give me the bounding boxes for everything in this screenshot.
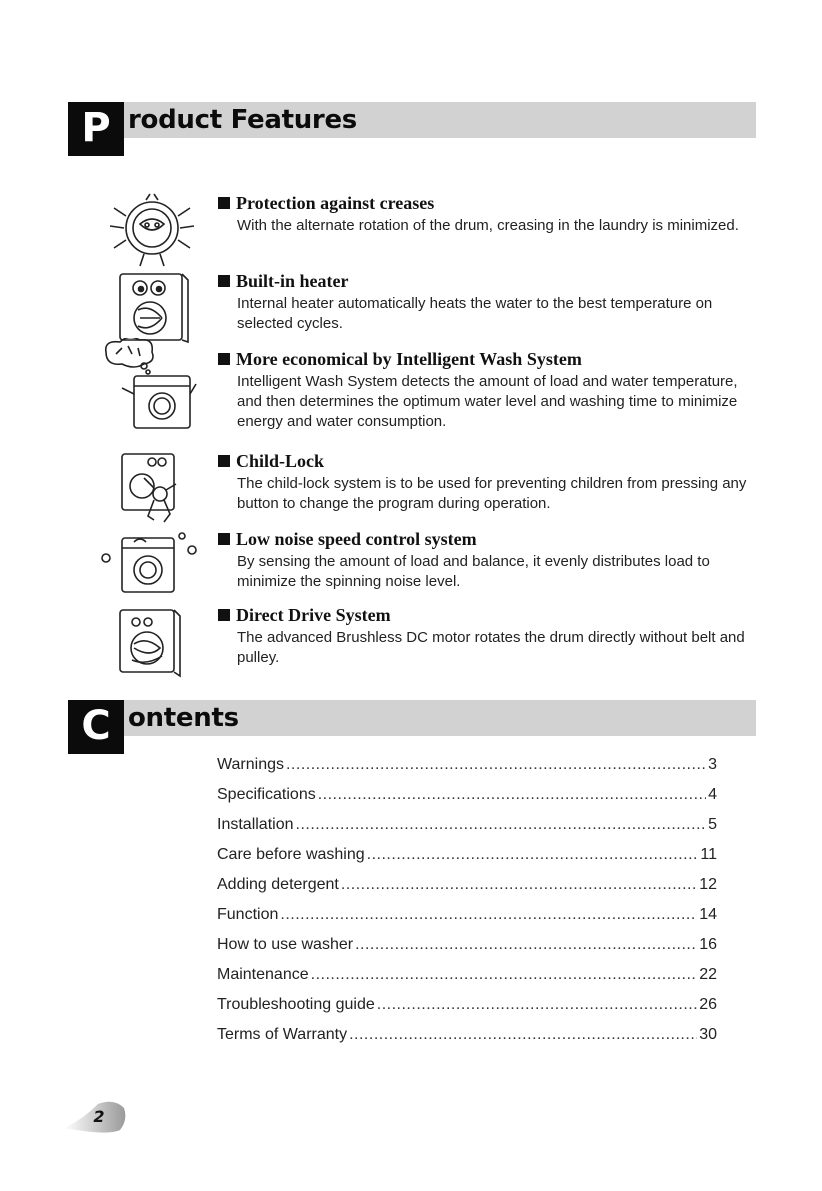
toc-entry-function[interactable]: Function ..... 14 xyxy=(217,906,717,936)
feature-title: Built-in heater xyxy=(218,270,349,292)
header-title: roduct Features xyxy=(128,105,357,135)
table-of-contents xyxy=(217,756,717,1056)
header-initial: P xyxy=(68,102,124,156)
intelligent-wash-washer-icon xyxy=(96,338,200,434)
header-initial: C xyxy=(68,700,124,754)
feature-description: The child-lock system is to be used for preventing children from pressing any button to change the program during operation. xyxy=(237,475,747,512)
contents-header xyxy=(68,700,756,754)
toc-entry-adding-detergent[interactable]: Adding detergent ..... 12 xyxy=(217,876,717,906)
feature-title: Low noise speed control system xyxy=(218,528,477,550)
toc-entry-how-to-use-washer[interactable]: How to use washer ..... 16 xyxy=(217,936,717,966)
low-noise-washer-icon xyxy=(96,528,200,598)
toc-entry-terms-of-warranty[interactable]: Terms of Warranty ..... 30 xyxy=(217,1026,717,1056)
header-title: ontents xyxy=(128,703,239,733)
page-number: 2 xyxy=(93,1107,105,1126)
child-lock-washer-icon xyxy=(104,450,200,534)
toc-entry-specifications[interactable]: Specifications ..... 4 xyxy=(217,786,717,816)
feature-title: Child-Lock xyxy=(218,450,324,472)
crease-protection-drum-icon xyxy=(104,192,200,272)
feature-title: Protection against creases xyxy=(218,192,434,214)
feature-description: With the alternate rotation of the drum, creasing in the laundry is minimized. xyxy=(237,217,739,234)
feature-title: More economical by Intelligent Wash System xyxy=(218,348,582,370)
direct-drive-washer-icon xyxy=(104,604,200,680)
product-features-header xyxy=(68,102,756,156)
feature-description: Internal heater automatically heats the water to the best temperature on selected cycles. xyxy=(237,295,713,332)
toc-entry-installation[interactable]: Installation ..... 5 xyxy=(217,816,717,846)
feature-description: By sensing the amount of load and balance, it evenly distributes load to minimize the spinning noise level. xyxy=(237,553,710,590)
feature-description: The advanced Brushless DC motor rotates the drum directly without belt and pulley. xyxy=(237,629,745,666)
toc-entry-troubleshooting-guide[interactable]: Troubleshooting guide ..... 26 xyxy=(217,996,717,1026)
toc-entry-care-before-washing[interactable]: Care before washing ..... 11 xyxy=(217,846,717,876)
toc-entry-maintenance[interactable]: Maintenance ..... 22 xyxy=(217,966,717,996)
toc-entry-warnings[interactable]: Warnings ..... 3 xyxy=(217,756,717,786)
feature-title: Direct Drive System xyxy=(218,604,391,626)
feature-description: Intelligent Wash System detects the amount of load and water temperature, and then determines the optimum water level and washing time to minimize energy and water consumption. xyxy=(237,373,738,430)
